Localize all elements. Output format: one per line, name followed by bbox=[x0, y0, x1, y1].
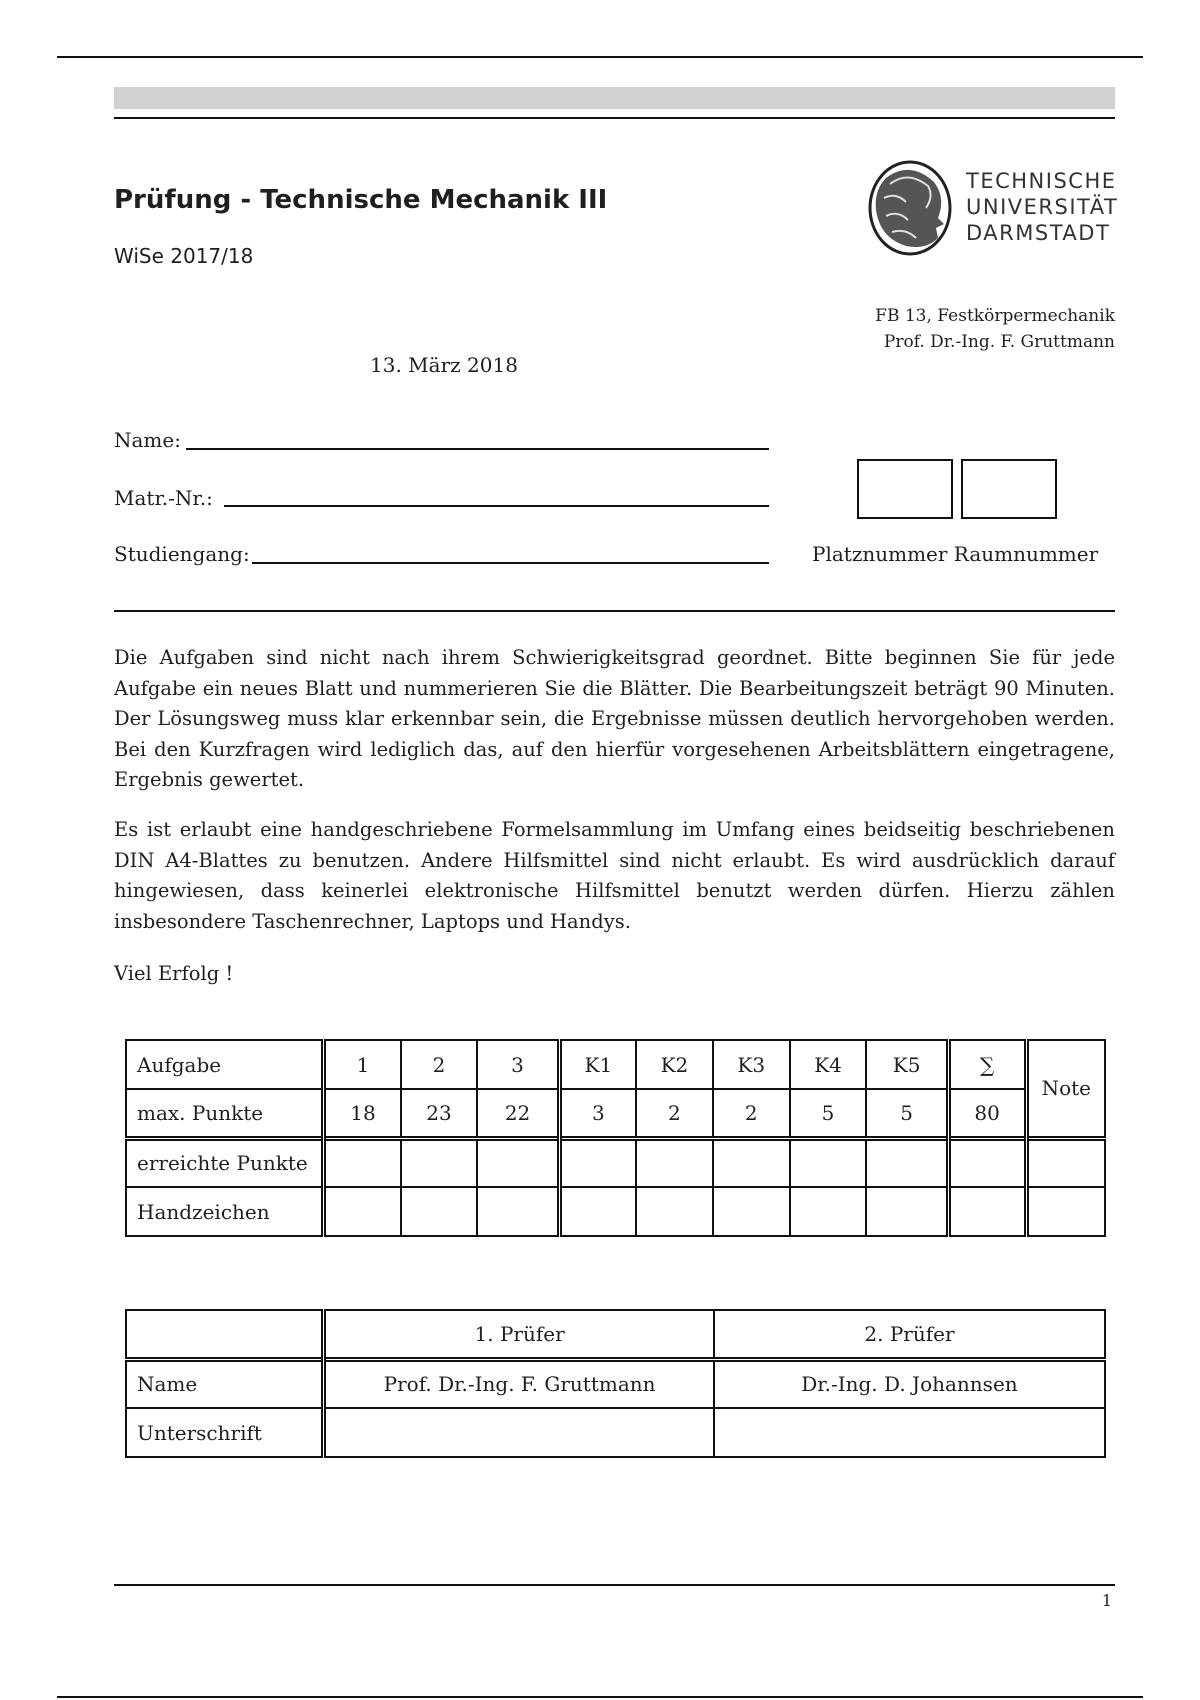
table-row bbox=[126, 1310, 1105, 1359]
examiner-table bbox=[125, 1309, 1106, 1458]
max-points-cell: 3 bbox=[559, 1089, 636, 1138]
score-cell[interactable] bbox=[713, 1138, 790, 1187]
sum-icon: ∑ bbox=[948, 1040, 1026, 1089]
examiner-2-header: 2. Prüfer bbox=[714, 1310, 1105, 1359]
instructions-paragraph-1: Die Aufgaben sind nicht nach ihrem Schwierigkeitsgrad geordnet. Bitte beginnen Sie für jede Aufgabe ein neues Blatt und nummerieren Sie die Blätter. Die Bearbeitungszeit beträgt 90 Minuten. Der Lösungsweg muss klar erkennbar sein, die Ergebnisse müssen deutlich hervorgehoben werden. Bei den Kurzfragen wird lediglich das, auf den hierfür vorgesehenen Arbeitsblättern eingetragene, Ergebnis gewertet. bbox=[114, 646, 1115, 791]
table-row bbox=[126, 1187, 1105, 1236]
row-label-erreichte-punkte: erreichte Punkte bbox=[126, 1138, 324, 1187]
score-cell[interactable] bbox=[401, 1138, 478, 1187]
row-label-handzeichen: Handzeichen bbox=[126, 1187, 324, 1236]
form-rule bbox=[114, 610, 1115, 612]
examiner-corner-cell bbox=[126, 1310, 324, 1359]
examiner-1-name: Prof. Dr.-Ing. F. Gruttmann bbox=[324, 1359, 714, 1408]
exam-title: Prüfung - Technische Mechanik III bbox=[114, 185, 608, 215]
page-bottom-rule bbox=[57, 1696, 1143, 1698]
table-row bbox=[126, 1040, 1105, 1089]
table-row bbox=[126, 1408, 1105, 1457]
task-header: 3 bbox=[477, 1040, 559, 1089]
professor: Prof. Dr.-Ing. F. Gruttmann bbox=[883, 332, 1115, 352]
row-label-aufgabe: Aufgabe bbox=[126, 1040, 324, 1089]
examiner-2-name: Dr.-Ing. D. Johannsen bbox=[714, 1359, 1105, 1408]
examiner-2-signature[interactable] bbox=[714, 1408, 1105, 1457]
university-line-2: UNIVERSITÄT bbox=[966, 195, 1119, 219]
instructions-paragraph-2: Es ist erlaubt eine handgeschriebene Formelsammlung im Umfang eines beidseitig beschriebenen DIN A4-Blattes zu benutzen. Andere Hilfsmittel sind nicht erlaubt. Es wird ausdrücklich darauf hingewiesen, dass keinerlei elektronische Hilfsmittel benutzt werden dürfen. Hierzu zählen insbesondere Taschenrechner, Laptops und Handys. bbox=[114, 818, 1115, 933]
examiner-1-signature[interactable] bbox=[324, 1408, 714, 1457]
table-row bbox=[126, 1359, 1105, 1408]
name-field[interactable] bbox=[186, 448, 769, 450]
page-number: 1 bbox=[1101, 1591, 1112, 1610]
initials-cell[interactable] bbox=[477, 1187, 559, 1236]
task-header: K1 bbox=[559, 1040, 636, 1089]
initials-cell[interactable] bbox=[401, 1187, 478, 1236]
matr-label: Matr.-Nr.: bbox=[114, 486, 213, 510]
raumnummer-box[interactable] bbox=[961, 459, 1057, 519]
initials-cell[interactable] bbox=[713, 1187, 790, 1236]
max-points-cell: 22 bbox=[477, 1089, 559, 1138]
department-info bbox=[875, 303, 1115, 355]
university-logo-icon bbox=[866, 158, 954, 258]
initials-cell[interactable] bbox=[790, 1187, 867, 1236]
task-header: 2 bbox=[401, 1040, 478, 1089]
header-gray-bar bbox=[114, 87, 1115, 109]
department: FB 13, Festkörpermechanik bbox=[875, 306, 1115, 326]
row-label-name: Name bbox=[126, 1359, 324, 1408]
matr-field[interactable] bbox=[224, 505, 769, 507]
task-header: K3 bbox=[713, 1040, 790, 1089]
initials-cell[interactable] bbox=[324, 1187, 401, 1236]
name-label: Name: bbox=[114, 428, 181, 452]
score-cell[interactable] bbox=[559, 1138, 636, 1187]
score-cell[interactable] bbox=[790, 1138, 867, 1187]
row-label-unterschrift: Unterschrift bbox=[126, 1408, 324, 1457]
score-cell[interactable] bbox=[866, 1138, 948, 1187]
studiengang-label: Studiengang: bbox=[114, 542, 250, 566]
initials-cell[interactable] bbox=[866, 1187, 948, 1236]
max-points-cell: 5 bbox=[866, 1089, 948, 1138]
max-points-cell: 5 bbox=[790, 1089, 867, 1138]
max-points-cell: 18 bbox=[324, 1089, 401, 1138]
studiengang-field[interactable] bbox=[252, 562, 769, 564]
table-row bbox=[126, 1138, 1105, 1187]
page-top-rule bbox=[57, 56, 1143, 58]
max-points-cell: 2 bbox=[636, 1089, 713, 1138]
task-header: K5 bbox=[866, 1040, 948, 1089]
sum-value: 80 bbox=[948, 1089, 1026, 1138]
task-header: K4 bbox=[790, 1040, 867, 1089]
note-cell[interactable] bbox=[1026, 1138, 1105, 1187]
score-cell[interactable] bbox=[324, 1138, 401, 1187]
max-points-cell: 2 bbox=[713, 1089, 790, 1138]
note-header: Note bbox=[1026, 1040, 1105, 1138]
footer-rule bbox=[114, 1584, 1115, 1586]
score-sum-cell[interactable] bbox=[948, 1138, 1026, 1187]
score-cell[interactable] bbox=[477, 1138, 559, 1187]
table-row bbox=[126, 1089, 1105, 1138]
box-labels: Platznummer Raumnummer bbox=[812, 542, 1099, 566]
platznummer-box[interactable] bbox=[857, 459, 953, 519]
semester: WiSe 2017/18 bbox=[114, 244, 254, 268]
score-cell[interactable] bbox=[636, 1138, 713, 1187]
initials-cell[interactable] bbox=[948, 1187, 1026, 1236]
university-line-3: DARMSTADT bbox=[966, 221, 1111, 245]
max-points-cell: 23 bbox=[401, 1089, 478, 1138]
closing-text: Viel Erfolg ! bbox=[114, 962, 234, 985]
task-header: 1 bbox=[324, 1040, 401, 1089]
task-header: K2 bbox=[636, 1040, 713, 1089]
exam-date: 13. März 2018 bbox=[370, 353, 518, 377]
examiner-1-header: 1. Prüfer bbox=[324, 1310, 714, 1359]
university-name bbox=[966, 168, 1118, 246]
header-rule bbox=[114, 117, 1115, 119]
initials-cell[interactable] bbox=[1026, 1187, 1105, 1236]
initials-cell[interactable] bbox=[636, 1187, 713, 1236]
initials-cell[interactable] bbox=[559, 1187, 636, 1236]
row-label-max-punkte: max. Punkte bbox=[126, 1089, 324, 1138]
score-table bbox=[125, 1039, 1106, 1237]
university-line-1: TECHNISCHE bbox=[966, 169, 1117, 193]
